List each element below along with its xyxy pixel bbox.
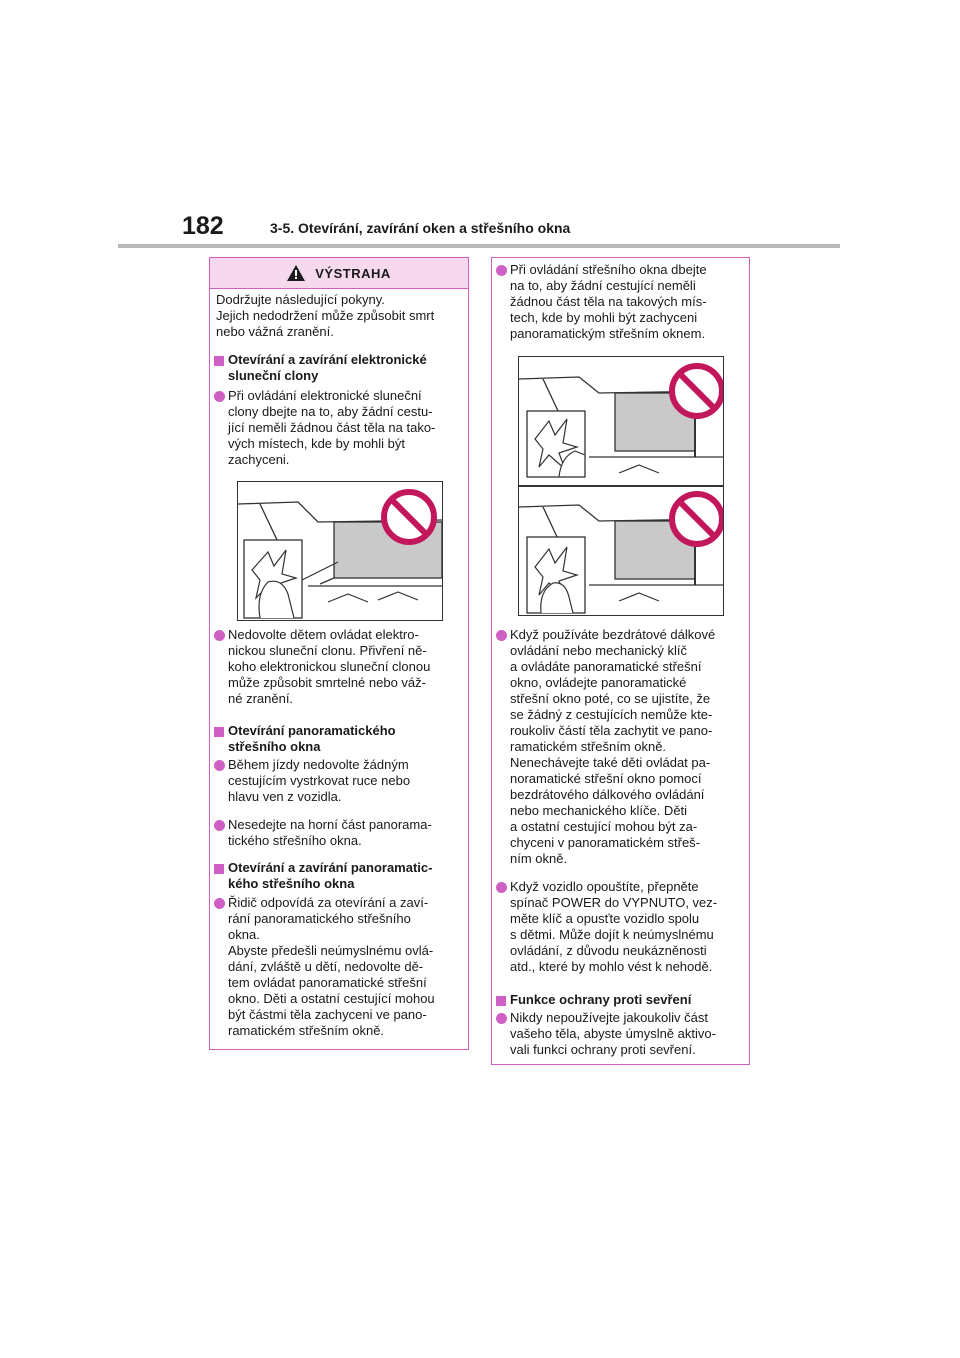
section-square-icon (214, 356, 224, 366)
warning-box-right (491, 257, 750, 1065)
section-square-icon (496, 996, 506, 1006)
section-square-icon (214, 864, 224, 874)
bullet-icon (496, 630, 507, 641)
bullet-icon (496, 1013, 507, 1024)
text-sunshade-1: Při ovládání elektronické sluneční clony dbejte na to, aby žádní cestu- jící neměli žádnou část těla na tako- vých místech, kde by mohli být zachyceni. (228, 388, 436, 467)
text-roof-3: Když vozidlo opouštíte, přepněte spínač POWER do VYPNUTO, vez- měte klíč a opusťte vozidlo spolu s dětmi. Může dojít k neúmyslnému ovládání, z důvodu neukázněnosti atd., které by mohlo vést k nehodě. (510, 879, 718, 974)
text-sunshade-2: Nedovolte dětem ovládat elektro- nickou sluneční clonu. Přivření ně- koho elektronickou sluneční clonou může způsobit smrtelné nebo váž- né zranění. (228, 627, 431, 706)
text-pinch-protection: Nikdy nepoužívejte jakoukoliv část vašeho těla, abyste úmyslně aktivo- vali funkci ochrany proti sevření. (510, 1010, 716, 1057)
warning-header (210, 258, 468, 289)
text-roof-1: Při ovládání střešního okna dbejte na to, aby žádní cestující neměli žádnou část těla na takových mís- tech, kde by mohli být zachyceni panoramatickým střešním oknem. (510, 262, 707, 341)
warning-triangle-icon (287, 265, 305, 281)
bullet-icon (496, 265, 507, 276)
text-roof-open-1: Během jízdy nedovolte žádným cestujícím vystrkovat ruce nebo hlavu ven z vozidla. (228, 757, 411, 804)
bullet-icon (496, 882, 507, 893)
page-number: 182 (182, 212, 224, 240)
bullet-icon (214, 760, 225, 771)
illustration-roof-hands (518, 356, 724, 616)
text-roof-2: Když používáte bezdrátové dálkové ovládání nebo mechanický klíč a ovládáte panoramatické střešní okno, ovládejte panoramatické střešní okno poté, co se ujistíte, že se žádný z cestujících nemůže kte- roukoliv částí těla zachytit ve pano- ramatickém střešním okně. Nenechávejte také děti ovládat pa- noramatické střešní okno pomocí bezdrátového dálkového ovládání nebo mechanického klíče. Děti a ostatní cestující mohou být za- chyceni v panoramatickém střeš- ním okně. (510, 627, 716, 866)
header-divider (118, 244, 840, 248)
warning-intro: Dodržujte následující pokyny. Jejich nedodržení může způsobit smrt nebo vážná zranění. (216, 292, 435, 339)
section-square-icon (214, 727, 224, 737)
heading-roof-open-close: Otevírání a zavírání panoramatic- kého střešního okna (228, 860, 433, 891)
heading-pinch-protection: Funkce ochrany proti sevření (510, 992, 692, 1007)
bullet-icon (214, 630, 225, 641)
bullet-icon (214, 898, 225, 909)
heading-sunshade: Otevírání a zavírání elektronické sluneční clony (228, 352, 427, 383)
heading-roof-open: Otevírání panoramatického střešního okna (228, 723, 396, 754)
bullet-icon (214, 820, 225, 831)
illustration-sunshade-hand (237, 481, 443, 621)
warning-box-left (209, 257, 469, 1050)
warning-title: VÝSTRAHA (315, 265, 391, 281)
text-roof-open-2: Nesedejte na horní část panorama- tického střešního okna. (228, 817, 432, 848)
section-title: 3-5. Otevírání, zavírání oken a střešního okna (270, 220, 571, 236)
bullet-icon (214, 391, 225, 402)
text-roof-open-close: Řidič odpovídá za otevírání a zaví- rání panoramatického střešního okna. Abyste předešli neúmyslnému ovlá- dání, zvláště u dětí, nedovolte dě- tem ovládat panoramatické střešní okno. Děti a ostatní cestující mohou být částmi těla zachyceni ve pano- ramatickém střešním okně. (228, 895, 435, 1038)
